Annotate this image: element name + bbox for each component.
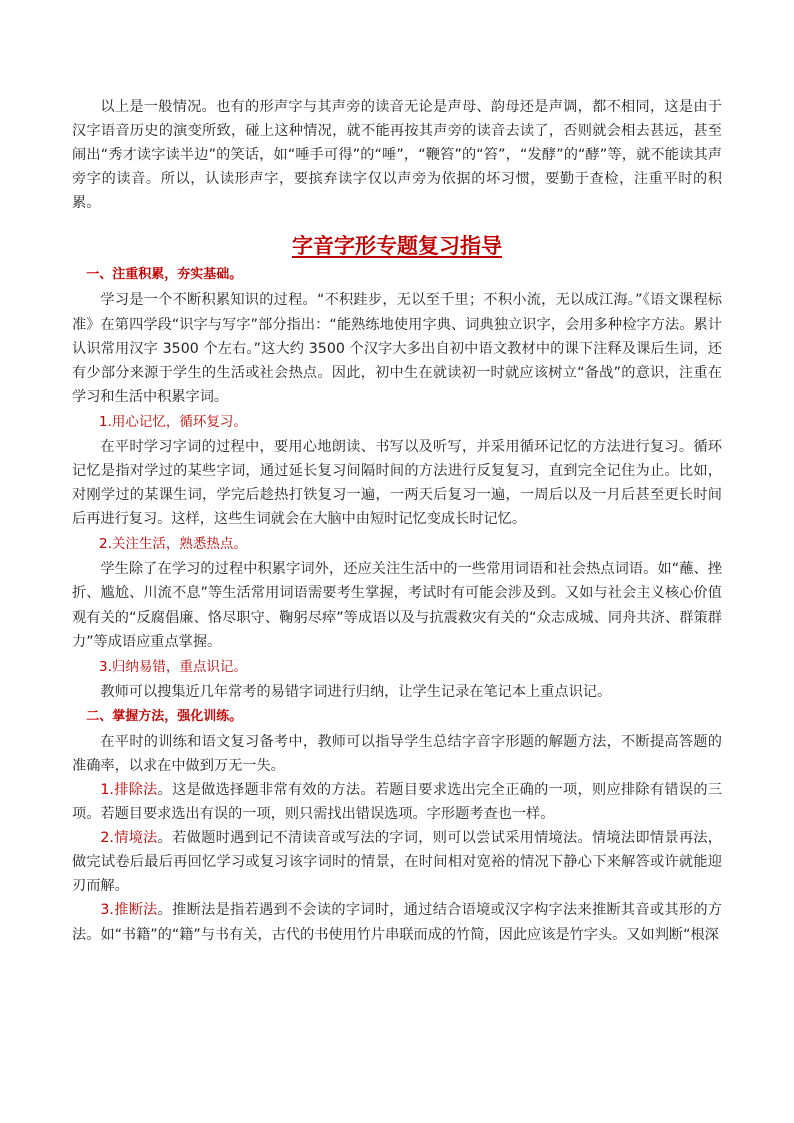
- method3-label: 3.推断法: [100, 902, 158, 919]
- section1-heading: 一、注重积累，夯实基础。: [86, 267, 243, 283]
- section2-paragraph: 在平时的训练和语文复习备考中，教师可以指导学生总结字音字形题的解题方法，不断提高答题的准确率，以求在中做到万无一失。: [72, 733, 722, 774]
- section2-heading: 二、掌握方法，强化训练。: [86, 708, 243, 724]
- method3-text: 。推断法是指若遇到不会读的字词时，通过结合语境或汉字构字法来推断其音或其形的方法。如“书籍”的“籍”与书有关，古代的书使用竹片串联而成的竹简，因此应该是竹字头。又如判断“根深: [72, 902, 722, 943]
- method2-label: 2.情境法: [100, 830, 158, 847]
- document-title: 字音字形专题复习指导: [292, 233, 502, 259]
- section1-sub2-paragraph: 学生除了在学习的过程中积累字词外，还应关注生活中的一些常用词语和社会热点词语。如“蘸、挫折、尴尬、川流不息”等生活常用词语需要考生掌握，考试时有可能会涉及到。又如与社会主义核心价值观有关的“反腐倡廉、恪尽职守、鞠躬尽瘁”等成语以及与抗震救灾有关的“众志成城、同舟共济、群策群力”等成语应重点掌握。: [72, 561, 722, 650]
- document-body: [72, 95, 722, 947]
- method2-text: 。若做题时遇到记不清读音或写法的字词，则可以尝试采用情境法。情境法即情景再法，做完试卷后最后再回忆学习或复习该字词时的情景，在时间相对宽裕的情况下静心下来解答或许就能迎刃而解。: [72, 830, 722, 895]
- method3-paragraph: [72, 898, 722, 946]
- method1-text: 。这是做选择题非常有效的方法。若题目要求选出完全正确的一项，则应排除有错误的三项。若题目要求选出有误的一项，则只需找出错误选项。字形题考查也一样。: [72, 781, 722, 823]
- method1-label: 1.排除法: [100, 781, 158, 798]
- section1-paragraph: 学习是一个不断积累知识的过程。“不积跬步，无以至千里；不积小流，无以成江海。”《语文课程标准》在第四学段“识字与写字”部分指出：“能熟练地使用字典、词典独立识字，会用多种检字方法。累计认识常用汉字 3500 个左右。”这大约 3500 个汉字大多出自初中语文教材中的课下注释及课后生词，还有少部分来源于学生的生活或社会热点。因此，初中生在就读初一时就应该树立“备战”的意识，注重在学习和生活中积累字词。: [72, 292, 722, 405]
- section1-sub1-paragraph: 在平时学习字词的过程中，要用心地朗读、书写以及听写，并采用循环记忆的方法进行复习。循环记忆是指对学过的某些字词，通过延长复习间隔时间的方法进行反复复习，直到完全记住为止。比如，对刚学过的某课生词，学完后趁热打铁复习一遍，一两天后复习一遍，一周后以及一月后甚至更长时间后再进行复习。这样，这些生词就会在大脑中由短时记忆变成长时记忆。: [72, 438, 722, 528]
- method1-paragraph: [72, 778, 722, 826]
- intro-paragraph: 以上是一般情况。也有的形声字与其声旁的读音无论是声母、韵母还是声调，都不相同，这是由于汉字语音历史的演变所致，碰上这种情况，就不能再按其声旁的读音去读了，否则就会相去甚远，甚至闹出“秀才读字读半边”的笑话，如“唾手可得”的“唾”，“鞭笞”的“笞”，“发酵”的“酵”等，就不能读其声旁字的读音。所以，认读形声字，要摈弃读字仅以声旁为依据的坏习惯，要勤于查检，注重平时的积累。: [72, 99, 722, 212]
- section1-sub3-paragraph: 教师可以搜集近几年常考的易错字词进行归纳，让学生记录在笔记本上重点识记。: [100, 683, 612, 700]
- section1-sub1-heading: 1.用心记忆，循环复习。: [99, 413, 247, 430]
- method2-paragraph: [72, 826, 722, 898]
- section1-sub2-heading: 2.关注生活，熟悉热点。: [99, 536, 247, 553]
- section1-sub3-heading: 3.归纳易错，重点识记。: [99, 658, 247, 675]
